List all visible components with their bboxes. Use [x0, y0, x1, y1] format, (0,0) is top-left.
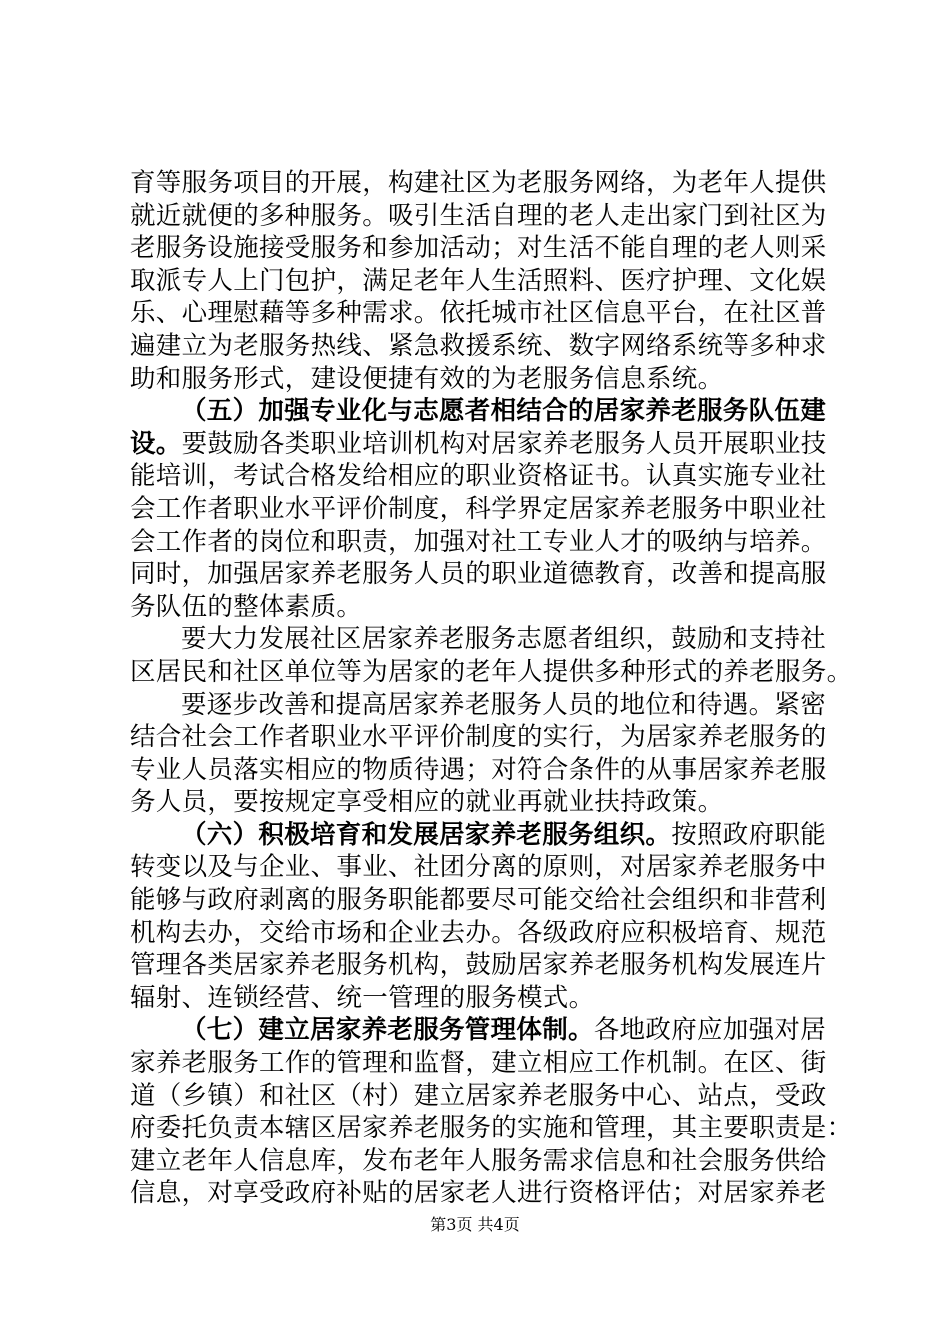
line-text: 遍建立为老服务热线、紧急救援系统、数字网络系统等多种求	[130, 330, 827, 361]
paragraph-line	[130, 363, 830, 396]
line-text: 专业人员落实相应的物质待遇；对符合条件的从事居家养老服	[130, 754, 827, 785]
document-body	[130, 167, 853, 1210]
line-text: 道（乡镇）和社区（村）建立居家养老服务中心、站点，受政	[130, 1080, 827, 1111]
line-text: 务人员，要按规定享受相应的就业再就业扶持政策。	[130, 787, 724, 818]
paragraph-line	[130, 591, 830, 624]
line-text: 家养老服务工作的管理和监督，建立相应工作机制。在区、街	[130, 1048, 827, 1079]
line-text: 取派专人上门包护，满足老年人生活照料、医疗护理、文化娱	[130, 265, 827, 296]
line-text: 老服务设施接受服务和参加活动；对生活不能自理的老人则采	[130, 233, 827, 264]
line-text: 会工作者职业水平评价制度，科学界定居家养老服务中职业社	[130, 493, 827, 524]
paragraph-line	[130, 265, 830, 298]
section-heading: 设。	[130, 428, 182, 459]
paragraph-line	[130, 232, 830, 265]
line-text: 各地政府应加强对居	[593, 1015, 827, 1046]
paragraph-line	[130, 623, 830, 656]
line-text: 同时，加强居家养老服务人员的职业道德教育，改善和提高服	[130, 559, 827, 590]
paragraph-line	[130, 330, 830, 363]
line-text: 结合社会工作者职业水平评价制度的实行，为居家养老服务的	[130, 722, 827, 753]
section-heading-line	[130, 395, 830, 428]
page-footer	[0, 1215, 950, 1235]
line-text: 府委托负责本辖区居家养老服务的实施和管理，其主要职责是：	[130, 1113, 853, 1144]
paragraph-line	[130, 428, 830, 461]
line-text: 按照政府职能	[671, 819, 827, 850]
line-text: 要逐步改善和提高居家养老服务人员的地位和待遇。紧密	[181, 689, 827, 720]
paragraph-line	[130, 167, 830, 200]
section-heading: （六）积极培育和发展居家养老服务组织。	[181, 819, 672, 850]
line-text: 务队伍的整体素质。	[130, 591, 363, 622]
line-text: 要大力发展社区居家养老服务志愿者组织，鼓励和支持社	[181, 624, 827, 655]
section-heading: （五）加强专业化与志愿者相结合的居家养老服务队伍建	[181, 396, 827, 427]
line-text: 管理各类居家养老服务机构，鼓励居家养老服务机构发展连片	[130, 950, 827, 981]
paragraph-line	[130, 982, 830, 1015]
paragraph-line	[130, 851, 830, 884]
paragraph-line	[130, 949, 830, 982]
paragraph-line	[130, 656, 853, 689]
line-text: 乐、心理慰藉等多种需求。依托城市社区信息平台，在社区普	[130, 298, 827, 329]
section-heading-line	[130, 1014, 830, 1047]
paragraph-line	[130, 721, 830, 754]
paragraph-line	[130, 200, 830, 233]
line-text: 能够与政府剥离的服务职能都要尽可能交给社会组织和非营利	[130, 885, 827, 916]
paragraph-line	[130, 754, 830, 787]
section-heading-line	[130, 819, 830, 852]
line-text: 机构去办，交给市场和企业去办。各级政府应积极培育、规范	[130, 917, 827, 948]
paragraph-line	[130, 1112, 853, 1145]
line-text: 要鼓励各类职业培训机构对居家养老服务人员开展职业技	[181, 428, 827, 459]
line-text: 育等服务项目的开展，构建社区为老服务网络，为老年人提供	[130, 168, 827, 198]
paragraph-line	[130, 884, 830, 917]
line-text: 转变以及与企业、事业、社团分离的原则，对居家养老服务中	[130, 852, 827, 883]
line-text: 区居民和社区单位等为居家的老年人提供多种形式的养老服务。	[130, 656, 853, 687]
line-text: 信息，对享受政府补贴的居家老人进行资格评估；对居家养老	[130, 1178, 827, 1209]
paragraph-line	[130, 526, 830, 559]
line-text: 就近就便的多种服务。吸引生活自理的老人走出家门到社区为	[130, 200, 827, 231]
paragraph-line	[130, 786, 830, 819]
paragraph-line	[130, 460, 830, 493]
paragraph-line	[130, 689, 830, 722]
paragraph-line	[130, 1047, 830, 1080]
line-text: 能培训，考试合格发给相应的职业资格证书。认真实施专业社	[130, 461, 827, 492]
paragraph-line	[130, 1177, 830, 1210]
page-number: 第3页 共4页	[430, 1215, 520, 1234]
paragraph-line	[130, 493, 830, 526]
line-text: 辐射、连锁经营、统一管理的服务模式。	[130, 982, 595, 1013]
paragraph-line	[130, 558, 830, 591]
line-text: 会工作者的岗位和职责，加强对社工专业人才的吸纳与培养。	[130, 526, 827, 557]
paragraph-line	[130, 1145, 830, 1178]
section-heading: （七）建立居家养老服务管理体制。	[181, 1015, 594, 1046]
paragraph-line	[130, 1080, 830, 1113]
line-text: 建立老年人信息库，发布老年人服务需求信息和社会服务供给	[130, 1145, 827, 1176]
paragraph-line	[130, 917, 830, 950]
paragraph-line	[130, 297, 830, 330]
line-text: 助和服务形式，建设便捷有效的为老服务信息系统。	[130, 363, 724, 394]
